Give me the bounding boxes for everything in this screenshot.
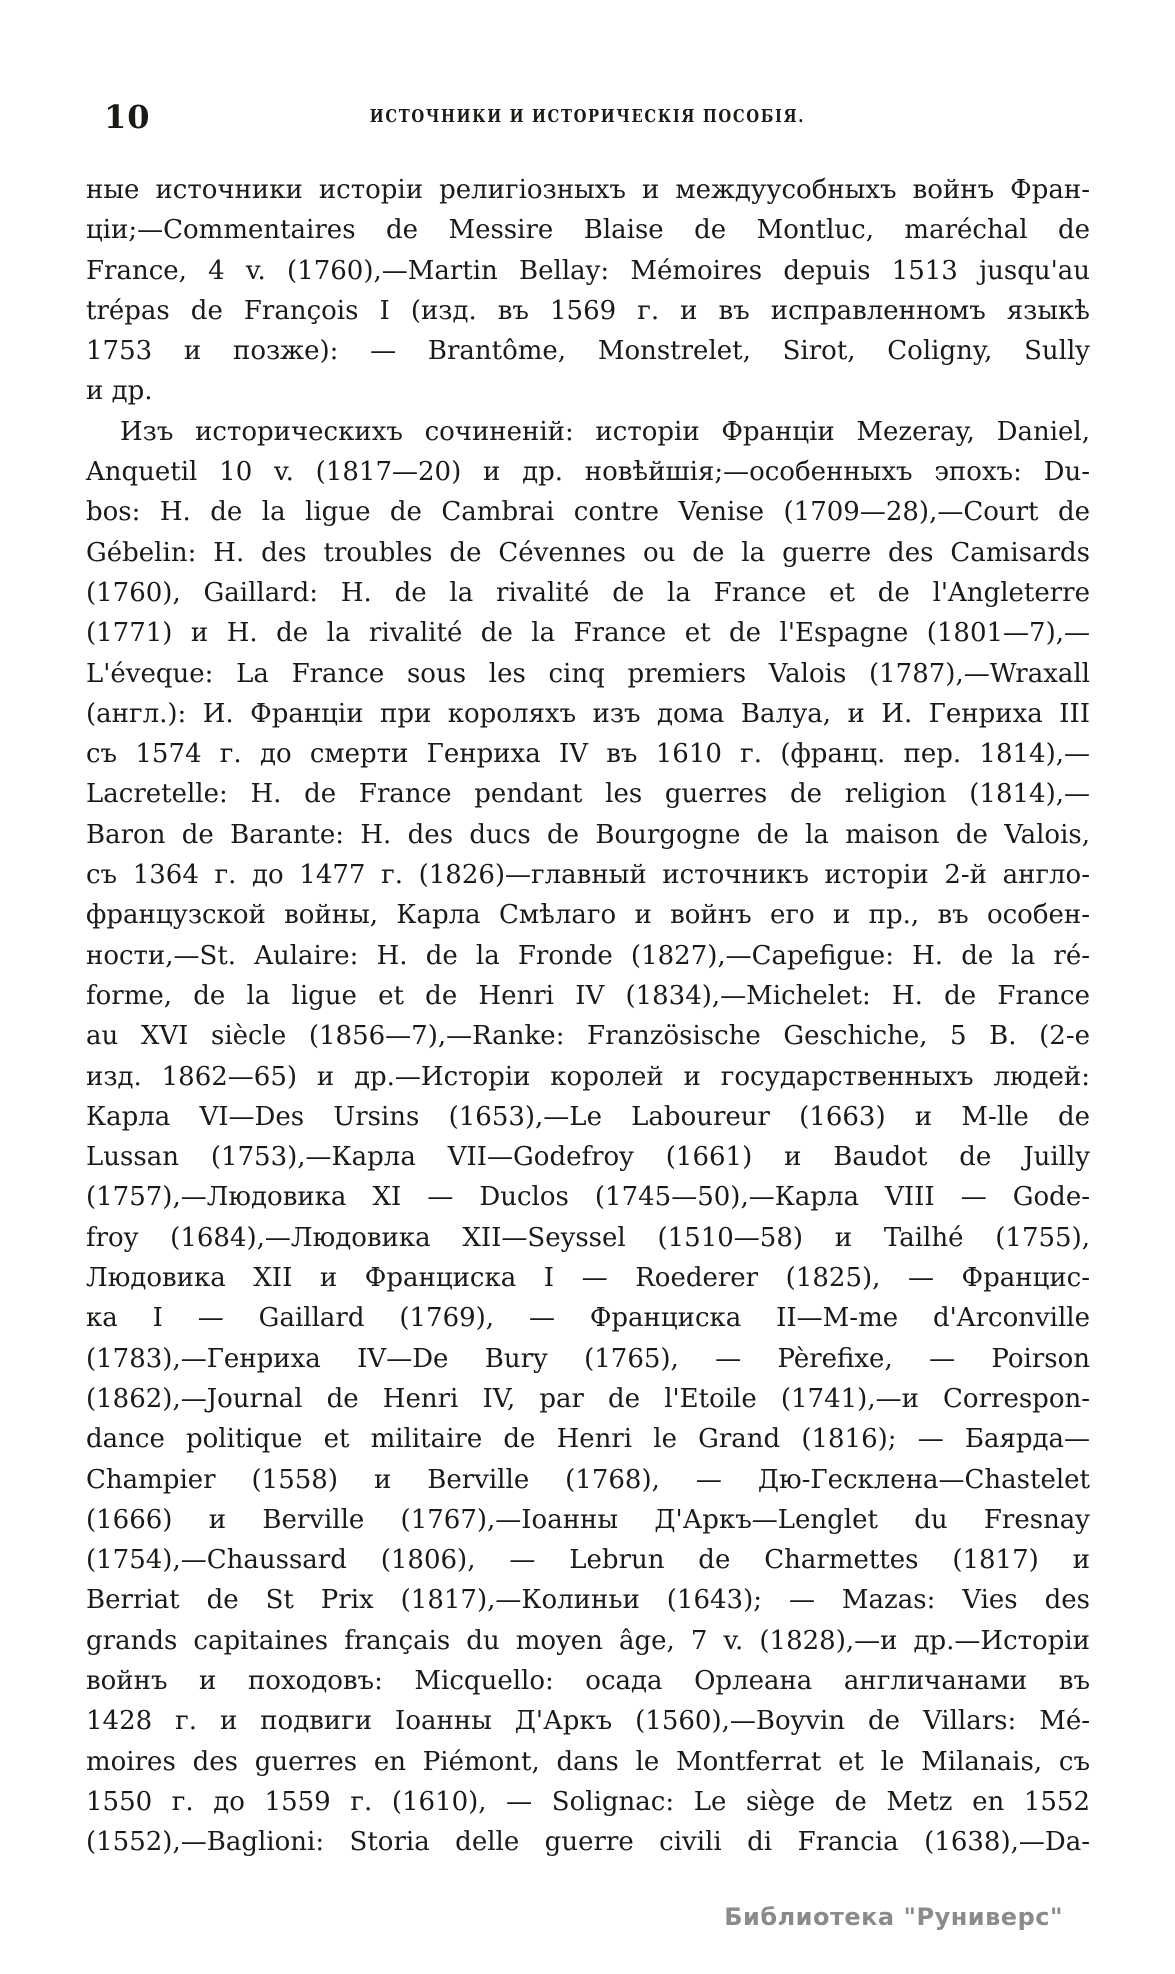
- text-line: Berriat de St Prix (1817),—Колиньи (1643); — Mazas: Vies des: [86, 1585, 1090, 1616]
- text-line: bos: H. de la ligue de Cambrai contre Venise (1709—28),—Court de: [86, 497, 1090, 528]
- text-line: ціи;—Commentaires de Messire Blaise de Montluc, maréchal de: [86, 215, 1090, 246]
- text-line: grands capitaines français du moyen âge, 7 v. (1828),—и др.—Исторіи: [86, 1625, 1090, 1656]
- text-line: Champier (1558) и Berville (1768), — Дю-Гесклена—Chastelet: [86, 1464, 1090, 1495]
- text-line: и др.: [86, 376, 153, 407]
- text-line: (1862),—Journal de Henri IV, par de l'Etoile (1741),—и Correspon-: [86, 1383, 1090, 1414]
- text-line: Gébelin: H. des troubles de Cévennes ou de la guerre des Camisards: [86, 537, 1090, 568]
- text-line: France, 4 v. (1760),—Martin Bellay: Mémoires depuis 1513 jusqu'au: [86, 255, 1090, 286]
- text-line: (1666) и Berville (1767),—Іоанны Д'Аркъ—Lenglet du Fresnay: [86, 1504, 1090, 1535]
- text-line: ные источники исторіи религіозныхъ и междуусобныхъ войнъ Фран-: [86, 175, 1090, 205]
- text-line: 1550 г. до 1559 г. (1610), — Solignac: Le siège de Metz en 1552: [86, 1786, 1090, 1817]
- text-line: forme, de la ligue et de Henri IV (1834),—Michelet: H. de France: [86, 980, 1090, 1011]
- text-line: съ 1364 г. до 1477 г. (1826)—главный источникъ исторіи 2-й англо-: [86, 860, 1090, 891]
- text-line: 1428 г. и подвиги Іоанны Д'Аркъ (1560),—Boyvin de Villars: Mé-: [86, 1706, 1090, 1737]
- text-line: Baron de Barante: H. des ducs de Bourgogne de la maison de Valois,: [86, 819, 1090, 850]
- text-line: Карла VI—Des Ursins (1653),—Le Laboureur (1663) и M-lle de: [86, 1101, 1090, 1132]
- text-line: Lacretelle: H. de France pendant les guerres de religion (1814),—: [86, 779, 1090, 810]
- text-line: (1552),—Baglioni: Storia delle guerre civili di Francia (1638),—Da-: [86, 1827, 1090, 1858]
- text-line: (1771) и H. de la rivalité de la France et de l'Espagne (1801—7),—: [86, 618, 1090, 649]
- text-line: ности,—St. Aulaire: H. de la Fronde (1827),—Capefigue: H. de la ré-: [86, 940, 1090, 971]
- running-head: ИСТОЧНИКИ И ИСТОРИЧЕСКІЯ ПОСОБІЯ.: [369, 106, 806, 127]
- text-line: ка I — Gaillard (1769), — Франциска II—M-me d'Arconville: [86, 1303, 1090, 1334]
- text-line: froy (1684),—Людовика XII—Seyssel (1510—58) и Tailhé (1755),: [86, 1222, 1090, 1253]
- text-line: войнъ и походовъ: Micquello: осада Орлеана англичанами въ: [86, 1665, 1090, 1696]
- text-line: (1757),—Людовика XI — Duclos (1745—50),—Карла VIII — Gode-: [86, 1182, 1090, 1213]
- text-line: (англ.): И. Франціи при короляхъ изъ дома Валуа, и И. Генриха III: [86, 698, 1090, 729]
- text-line: Anquetil 10 v. (1817—20) и др. новѣйшія;—особенныхъ эпохъ: Du-: [86, 457, 1090, 488]
- text-line: съ 1574 г. до смерти Генриха IV въ 1610 г. (франц. пер. 1814),—: [86, 739, 1090, 770]
- text-line: L'éveque: La France sous les cinq premiers Valois (1787),—Wraxall: [86, 658, 1090, 689]
- text-line: Людовика XII и Франциска I — Roederer (1825), — Францис-: [86, 1263, 1090, 1294]
- text-line: Lussan (1753),—Карла VII—Godefroy (1661) и Baudot de Juilly: [86, 1142, 1090, 1173]
- page-number: 10: [104, 98, 151, 136]
- text-line: (1754),—Chaussard (1806), — Lebrun de Charmettes (1817) и: [86, 1545, 1090, 1576]
- text-line: Изъ историческихъ сочиненій: исторіи Франціи Mezeray, Daniel,: [120, 416, 1090, 447]
- text-line: trépas de François I (изд. въ 1569 г. и въ исправленномъ языкѣ: [86, 295, 1090, 326]
- text-line: 1753 и позже): — Brantôme, Monstrelet, Sirot, Coligny, Sully: [86, 336, 1090, 367]
- text-line: moires des guerres en Piémont, dans le Montferrat et le Milanais, съ: [86, 1746, 1090, 1777]
- library-watermark: Библиотека "Руниверс": [724, 1903, 1063, 1931]
- text-line: dance politique et militaire de Henri le Grand (1816); — Баярда—: [86, 1424, 1090, 1455]
- page-body-text: [86, 170, 1090, 1862]
- text-line: (1760), Gaillard: H. de la rivalité de la France et de l'Angleterre: [86, 577, 1090, 608]
- text-line: au XVI siècle (1856—7),—Ranke: Französische Geschiche, 5 B. (2-е: [86, 1021, 1090, 1052]
- text-line: изд. 1862—65) и др.—Исторіи королей и государственныхъ людей:: [86, 1061, 1090, 1092]
- text-line: французской войны, Карла Смѣлаго и войнъ его и пр., въ особен-: [86, 900, 1090, 931]
- text-line: (1783),—Генриха IV—De Bury (1765), — Pèrefixe, — Poirson: [86, 1343, 1090, 1374]
